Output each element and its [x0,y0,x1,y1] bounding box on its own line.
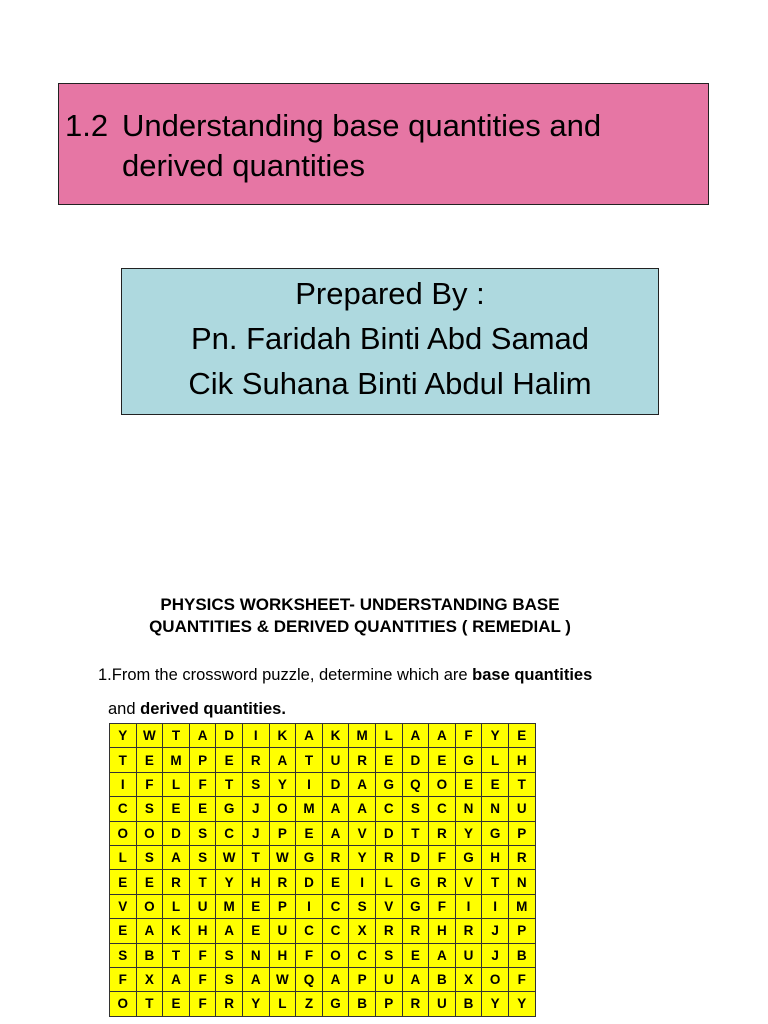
question-bold-term: base quantities [472,666,593,684]
grid-cell: R [375,919,402,943]
grid-cell: F [189,943,216,967]
grid-cell: A [429,724,456,748]
grid-cell: B [455,992,482,1016]
grid-cell: O [429,772,456,796]
grid-cell: U [269,919,296,943]
grid-cell: H [189,919,216,943]
worksheet-title [120,594,600,638]
grid-cell: S [216,943,243,967]
grid-cell: K [269,724,296,748]
grid-cell: Y [110,724,137,748]
grid-cell: F [136,772,163,796]
grid-cell: T [402,821,429,845]
grid-cell: T [110,748,137,772]
author-name: Pn. Faridah Binti Abd Samad [190,321,590,356]
grid-cell: C [216,821,243,845]
grid-cell: N [482,797,509,821]
grid-cell: E [375,748,402,772]
grid-cell: R [349,748,376,772]
grid-row [110,943,536,967]
grid-cell: S [136,845,163,869]
grid-cell: U [322,748,349,772]
grid-cell: A [242,967,269,991]
grid-cell: Y [455,821,482,845]
grid-cell: H [429,919,456,943]
grid-cell: F [508,967,535,991]
grid-cell: N [455,797,482,821]
grid-cell: C [375,797,402,821]
grid-row [110,919,536,943]
grid-cell: W [269,967,296,991]
grid-row [110,967,536,991]
grid-cell: H [269,943,296,967]
grid-cell: D [163,821,190,845]
grid-cell: A [189,724,216,748]
grid-cell: F [110,967,137,991]
grid-cell: E [136,748,163,772]
grid-cell: A [269,748,296,772]
grid-cell: C [322,894,349,918]
grid-cell: M [296,797,323,821]
grid-cell: C [349,943,376,967]
grid-row [110,845,536,869]
grid-cell: G [216,797,243,821]
grid-cell: J [242,797,269,821]
grid-cell: F [296,943,323,967]
grid-cell: O [110,992,137,1016]
question-line [98,658,718,692]
question-text: and [108,700,141,718]
grid-row [110,748,536,772]
grid-cell: E [163,797,190,821]
grid-cell: R [322,845,349,869]
grid-row [110,870,536,894]
prepared-by-heading: Prepared By : [295,276,485,311]
grid-row [110,821,536,845]
grid-cell: W [269,845,296,869]
grid-cell: P [508,919,535,943]
grid-cell: D [402,845,429,869]
grid-cell: P [349,967,376,991]
grid-cell: N [508,870,535,894]
grid-cell: R [455,919,482,943]
grid-cell: F [189,967,216,991]
grid-cell: R [163,870,190,894]
grid-cell: G [375,772,402,796]
grid-cell: W [216,845,243,869]
grid-cell: Z [296,992,323,1016]
grid-cell: D [402,748,429,772]
question-1 [98,658,718,726]
grid-cell: T [216,772,243,796]
grid-row [110,797,536,821]
grid-cell: A [429,943,456,967]
grid-cell: X [455,967,482,991]
grid-cell: F [189,992,216,1016]
grid-cell: T [242,845,269,869]
grid-cell: E [163,992,190,1016]
grid-cell: F [189,772,216,796]
grid-cell: I [242,724,269,748]
grid-cell: L [482,748,509,772]
grid-cell: F [429,894,456,918]
grid-cell: S [375,943,402,967]
grid-cell: D [375,821,402,845]
grid-cell: O [110,821,137,845]
worksheet-title-line: QUANTITIES & DERIVED QUANTITIES ( REMEDIAL ) [149,617,571,636]
grid-cell: H [482,845,509,869]
grid-cell: Y [242,992,269,1016]
author-box [121,268,659,415]
grid-cell: S [136,797,163,821]
grid-cell: R [242,748,269,772]
grid-cell: P [375,992,402,1016]
grid-cell: T [189,870,216,894]
grid-cell: S [110,943,137,967]
question-text: 1.From the crossword puzzle, determine which are [98,666,473,684]
grid-row [110,724,536,748]
grid-cell: R [429,821,456,845]
grid-cell: X [349,919,376,943]
grid-cell: L [375,724,402,748]
grid-cell: W [136,724,163,748]
author-name: Cik Suhana Binti Abdul Halim [188,366,592,401]
grid-cell: V [455,870,482,894]
grid-cell: U [375,967,402,991]
grid-cell: B [429,967,456,991]
grid-cell: E [136,870,163,894]
grid-cell: C [429,797,456,821]
grid-cell: P [269,894,296,918]
grid-cell: O [136,821,163,845]
grid-cell: P [189,748,216,772]
grid-cell: A [349,772,376,796]
grid-cell: T [136,992,163,1016]
grid-cell: R [216,992,243,1016]
grid-cell: G [482,821,509,845]
grid-cell: B [508,943,535,967]
grid-cell: A [216,919,243,943]
grid-cell: T [508,772,535,796]
grid-cell: E [402,943,429,967]
grid-cell: D [216,724,243,748]
grid-cell: I [296,772,323,796]
grid-cell: Y [482,992,509,1016]
grid-cell: E [455,772,482,796]
grid-cell: A [296,724,323,748]
page-title: Understanding base quantities and derived quantities [122,108,602,183]
grid-cell: U [508,797,535,821]
grid-cell: C [322,919,349,943]
grid-cell: D [296,870,323,894]
grid-cell: R [269,870,296,894]
grid-cell: D [322,772,349,796]
grid-cell: S [242,772,269,796]
section-number: 1.2 [65,108,109,143]
grid-row [110,992,536,1016]
grid-cell: A [349,797,376,821]
grid-cell: M [508,894,535,918]
question-line [98,692,718,726]
grid-cell: A [402,967,429,991]
grid-cell: L [269,992,296,1016]
grid-cell: L [163,772,190,796]
grid-cell: L [110,845,137,869]
grid-cell: R [402,919,429,943]
grid-cell: G [296,845,323,869]
grid-cell: I [296,894,323,918]
grid-cell: S [216,967,243,991]
grid-cell: Y [508,992,535,1016]
grid-cell: H [508,748,535,772]
grid-cell: V [349,821,376,845]
grid-cell: R [429,870,456,894]
grid-cell: U [455,943,482,967]
word-search-grid [109,723,536,1017]
grid-cell: J [242,821,269,845]
grid-cell: R [508,845,535,869]
grid-cell: E [296,821,323,845]
worksheet-title-line: PHYSICS WORKSHEET- UNDERSTANDING BASE [160,595,560,614]
grid-cell: M [163,748,190,772]
grid-cell: T [163,943,190,967]
grid-cell: S [189,845,216,869]
grid-cell: M [216,894,243,918]
grid-cell: F [429,845,456,869]
grid-cell: Y [269,772,296,796]
grid-cell: K [163,919,190,943]
grid-row [110,894,536,918]
grid-cell: L [375,870,402,894]
grid-cell: V [110,894,137,918]
grid-cell: T [163,724,190,748]
grid-cell: Y [349,845,376,869]
grid-cell: E [482,772,509,796]
grid-cell: X [136,967,163,991]
grid-cell: E [189,797,216,821]
grid-cell: O [136,894,163,918]
grid-cell: T [296,748,323,772]
grid-cell: A [322,821,349,845]
grid-cell: E [216,748,243,772]
title-banner [58,83,709,205]
grid-cell: U [429,992,456,1016]
grid-cell: K [322,724,349,748]
grid-cell: A [163,967,190,991]
grid-cell: R [402,992,429,1016]
grid-cell: Y [482,724,509,748]
grid-cell: E [322,870,349,894]
grid-cell: A [136,919,163,943]
grid-cell: R [375,845,402,869]
grid-cell: O [482,967,509,991]
grid-cell: I [349,870,376,894]
grid-cell: E [242,894,269,918]
grid-cell: A [163,845,190,869]
grid-cell: U [189,894,216,918]
question-bold-term: derived quantities. [140,700,286,718]
grid-cell: L [163,894,190,918]
grid-cell: B [349,992,376,1016]
grid-cell: T [482,870,509,894]
grid-cell: G [455,845,482,869]
grid-cell: G [322,992,349,1016]
grid-cell: E [110,870,137,894]
grid-cell: I [482,894,509,918]
grid-cell: A [402,724,429,748]
grid-cell: Q [296,967,323,991]
grid-cell: E [110,919,137,943]
grid-cell: G [402,870,429,894]
grid-cell: B [136,943,163,967]
grid-cell: F [455,724,482,748]
grid-cell: S [189,821,216,845]
grid-cell: O [269,797,296,821]
grid-cell: P [508,821,535,845]
grid-cell: Q [402,772,429,796]
grid-cell: I [110,772,137,796]
grid-cell: C [296,919,323,943]
grid-cell: P [269,821,296,845]
grid-cell: G [402,894,429,918]
grid-cell: Y [216,870,243,894]
grid-cell: A [322,797,349,821]
grid-cell: S [349,894,376,918]
grid-cell: H [242,870,269,894]
grid-cell: E [429,748,456,772]
grid-cell: G [455,748,482,772]
grid-cell: E [508,724,535,748]
grid-cell: S [402,797,429,821]
grid-cell: O [322,943,349,967]
grid-cell: J [482,919,509,943]
grid-cell: E [242,919,269,943]
grid-cell: A [322,967,349,991]
grid-cell: V [375,894,402,918]
grid-cell: I [455,894,482,918]
grid-cell: M [349,724,376,748]
grid-row [110,772,536,796]
grid-cell: J [482,943,509,967]
grid-cell: N [242,943,269,967]
grid-cell: C [110,797,137,821]
